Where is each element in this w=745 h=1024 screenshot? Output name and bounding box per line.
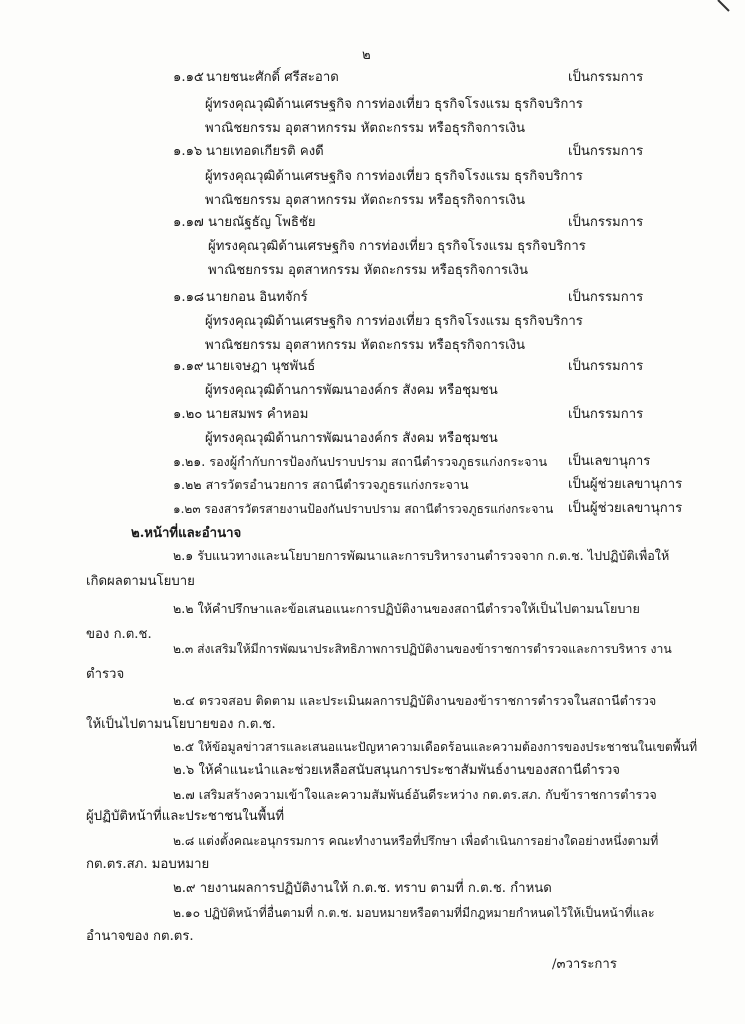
member-number: ๑.๑๙	[173, 359, 204, 374]
member-role: เป็นกรรมการ	[568, 144, 644, 159]
officer-role: เป็นผู้ช่วยเลขานุการ	[568, 477, 683, 492]
officer-role: เป็นเลขานุการ	[568, 454, 651, 469]
member-role: เป็นกรรมการ	[568, 215, 644, 230]
member-role: เป็นกรรมการ	[568, 359, 644, 374]
page-number: ๒	[362, 48, 371, 63]
duty-continuation: ให้เป็นไปตามนโยบายของ ก.ต.ช.	[86, 717, 276, 732]
duty-continuation: กต.ตร.สภ. มอบหมาย	[86, 857, 210, 872]
duty-item: ๒.๘ แต่งตั้งคณะอนุกรรมการ คณะทำงานหรือที่ปรึกษา เพื่อดำเนินการอย่างใดอย่างหนึ่งตามที่	[173, 834, 659, 848]
duty-item: ๒.๑๐ ปฏิบัติหน้าที่อื่นตามที่ ก.ต.ช. มอบหมายหรือตามที่มีกฎหมายกำหนดไว้ให้เป็นหน้าที่และ	[173, 906, 655, 920]
duty-continuation: ตำรวจ	[86, 667, 125, 682]
member-number: ๑.๒๐	[173, 407, 203, 422]
member-qualification: พาณิชยกรรม อุตสาหกรรม หัตถะกรรม หรือธุรกิจการเงิน	[205, 121, 526, 136]
member-name: นายสมพร คำหอม	[206, 407, 309, 422]
member-name: นายเจษฎา นุชพันธ์	[206, 359, 316, 374]
duty-continuation: อำนาจของ กต.ตร.	[86, 929, 194, 944]
member-qualification: พาณิชยกรรม อุตสาหกรรม หัตถะกรรม หรือธุรกิจการเงิน	[205, 338, 526, 353]
duty-item: ๒.๕ ให้ข้อมูลข่าวสารและเสนอแนะปัญหาความเดือดร้อนและความต้องการของประชาชนในเขตพื้นที่	[173, 740, 698, 754]
duty-item: ๒.๒ ให้คำปรึกษาและข้อเสนอแนะการปฏิบัติงานของสถานีตำรวจให้เป็นไปตามนโยบาย	[173, 601, 640, 616]
member-qualification: ผู้ทรงคุณวุฒิด้านเศรษฐกิจ การท่องเที่ยว ธุรกิจโรงแรม ธุรกิจบริการ	[205, 314, 583, 329]
duty-continuation: เกิดผลตามนโยบาย	[86, 574, 195, 589]
officer-position: ๑.๒๒ สารวัตรอำนวยการ สถานีตำรวจภูธรแก่งกระจาน	[173, 477, 469, 492]
scan-corner-mark	[716, 0, 730, 14]
duty-item: ๒.๙ ายงานผลการปฏิบัติงานให้ ก.ต.ช. ทราบ ตามที่ ก.ต.ช. กำหนด	[173, 881, 552, 896]
member-number: ๑.๑๖	[173, 144, 203, 159]
member-number: ๑.๑๗	[173, 215, 204, 230]
continuation-note: /๓วาระการ	[552, 957, 617, 972]
duty-item: ๒.๓ ส่งเสริมให้มีการพัฒนาประสิทธิภาพการปฏิบัติงานของข้าราชการตำรวจและการบริหาร งาน	[173, 642, 672, 656]
officer-position: ๑.๒๓ รองสารวัตรสายงานป้องกันปราบปราม สถานีตำรวจภูธรแก่งกระจาน	[173, 502, 554, 516]
duty-continuation: ของ ก.ต.ช.	[86, 627, 152, 642]
member-qualification: ผู้ทรงคุณวุฒิด้านเศรษฐกิจ การท่องเที่ยว ธุรกิจโรงแรม ธุรกิจบริการ	[208, 239, 586, 254]
member-name: นายณัฐธัญ โพธิชัย	[208, 215, 316, 230]
officer-role: เป็นผู้ช่วยเลขานุการ	[568, 501, 683, 516]
duty-continuation: ผู้ปฏิบัติหน้าที่และประชาชนในพื้นที่	[86, 809, 285, 824]
member-name: นายเทอดเกียรติ คงดี	[206, 144, 324, 159]
section-heading: ๒.หน้าที่และอำนาจ	[131, 526, 242, 541]
member-qualification: ผู้ทรงคุณวุฒิด้านการพัฒนาองค์กร สังคม หรือชุมชน	[205, 431, 498, 446]
duty-item: ๒.๔ ตรวจสอบ ติดตาม และประเมินผลการปฏิบัติงานของข้าราชการตำรวจในสถานีตำรวจ	[173, 693, 657, 708]
member-number: ๑.๑๘	[173, 290, 205, 305]
member-role: เป็นกรรมการ	[568, 70, 644, 85]
member-qualification: ผู้ทรงคุณวุฒิด้านการพัฒนาองค์กร สังคม หรือชุมชน	[205, 383, 498, 398]
officer-position: ๑.๒๑. รองผู้กำกับการป้องกันปราบปราม สถานีตำรวจภูธรแก่งกระจาน	[173, 454, 548, 469]
member-name: นายกอน อินทจักร์	[206, 290, 308, 305]
member-role: เป็นกรรมการ	[568, 290, 644, 305]
member-qualification: พาณิชยกรรม อุตสาหกรรม หัตถะกรรม หรือธุรกิจการเงิน	[208, 263, 529, 278]
duty-item: ๒.๗ เสริมสร้างความเข้าใจและความสัมพันธ์อันดีระหว่าง กต.ตร.สภ. กับข้าราชการตำรวจ	[173, 787, 657, 802]
member-qualification: พาณิชยกรรม อุตสาหกรรม หัตถะกรรม หรือธุรกิจการเงิน	[205, 193, 526, 208]
member-name: นายชนะศักดิ์ ศรีสะอาด	[206, 70, 339, 85]
member-number: ๑.๑๕	[173, 70, 204, 85]
member-qualification: ผู้ทรงคุณวุฒิด้านเศรษฐกิจ การท่องเที่ยว ธุรกิจโรงแรม ธุรกิจบริการ	[205, 169, 583, 184]
duty-item: ๒.๑ รับแนวทางและนโยบายการพัฒนาและการบริหารงานตำรวจจาก ก.ต.ช. ไปปฏิบัติเพื่อให้	[173, 548, 670, 563]
member-qualification: ผู้ทรงคุณวุฒิด้านเศรษฐกิจ การท่องเที่ยว ธุรกิจโรงแรม ธุรกิจบริการ	[205, 97, 583, 112]
member-role: เป็นกรรมการ	[568, 407, 644, 422]
duty-item: ๒.๖ ให้คำแนะนำและช่วยเหลือสนับสนุนการประชาสัมพันธ์งานของสถานีตำรวจ	[173, 763, 621, 778]
